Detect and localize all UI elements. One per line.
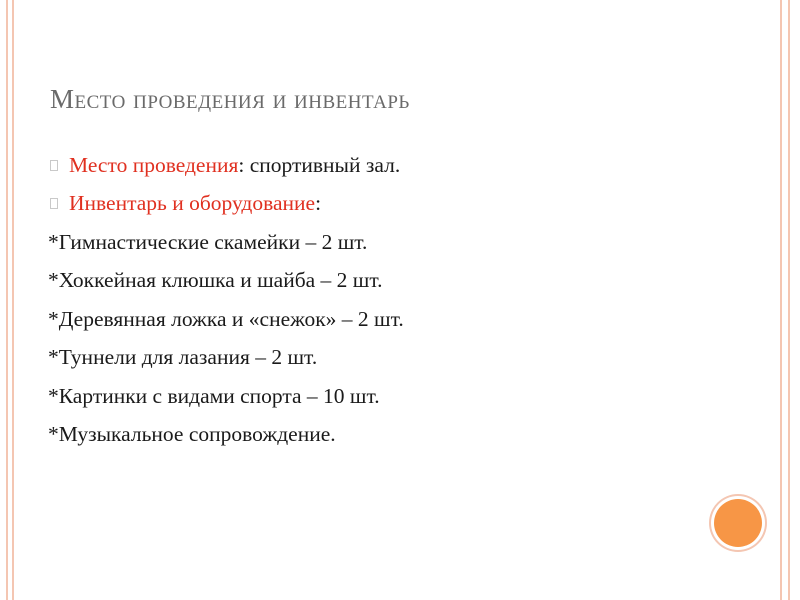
bullet-equipment-label: Инвентарь и оборудование <box>69 191 316 216</box>
decorative-circle-icon <box>714 499 762 547</box>
list-item: *Гимнастические скамейки – 2 шт. <box>48 229 368 254</box>
slide-content <box>48 146 748 454</box>
bullet-equipment-text: : <box>315 191 322 216</box>
frame-line-left-inner <box>12 0 14 600</box>
list-item: *Хоккейная клюшка и шайба – 2 шт. <box>48 268 383 293</box>
bullet-venue-label: Место проведения <box>69 152 239 177</box>
square-bullet-icon <box>50 160 58 171</box>
frame-line-right-inner <box>780 0 782 600</box>
frame-line-left-outer <box>6 0 8 600</box>
bullet-venue-text: : спортивный зал. <box>238 152 401 177</box>
list-item: *Картинки с видами спорта – 10 шт. <box>48 383 380 408</box>
list-item: *Туннели для лазания – 2 шт. <box>48 345 318 370</box>
square-bullet-icon <box>50 198 58 209</box>
bullet-equipment <box>48 185 748 224</box>
list-item: *Деревянная ложка и «снежок» – 2 шт. <box>48 306 404 331</box>
list-item: *Музыкальное сопровождение. <box>48 422 336 447</box>
bullet-venue <box>48 146 748 185</box>
slide-title: Место проведения и инвентарь <box>50 84 410 114</box>
frame-line-right-outer <box>788 0 790 600</box>
